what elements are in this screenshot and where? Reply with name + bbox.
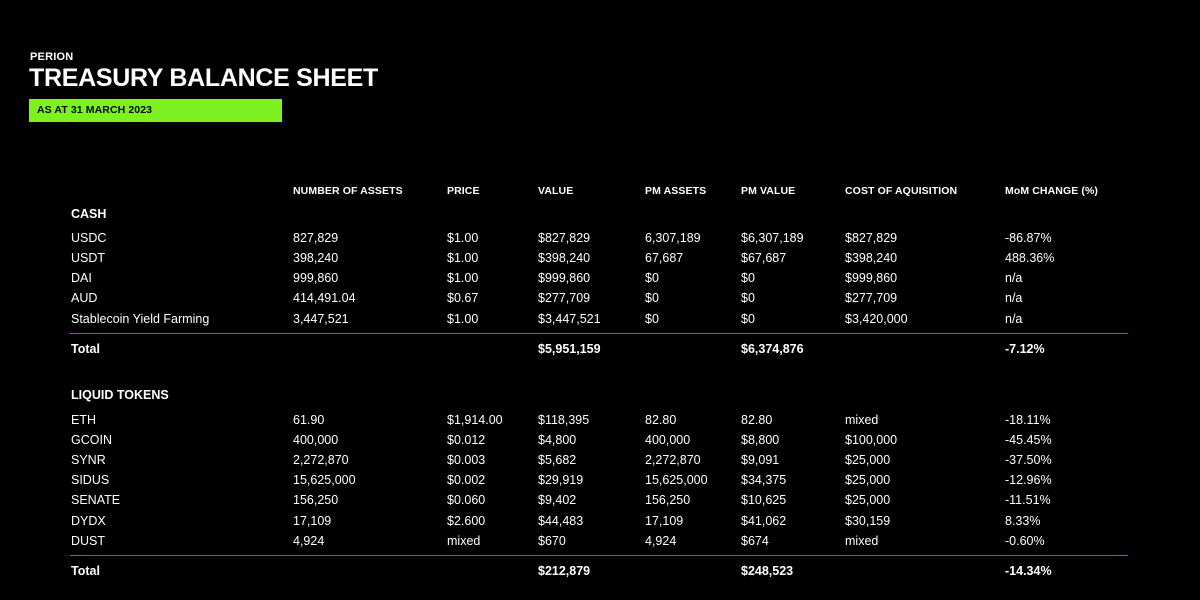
mom-change: -12.96% [1005,473,1052,487]
number-of-assets: 2,272,870 [293,453,349,467]
column-header-price: PRICE [447,185,480,197]
pm-assets: 67,687 [645,251,684,265]
asset-name: Stablecoin Yield Farming [71,312,210,326]
mom-change: 488.36% [1005,251,1055,265]
total-mom-change: -7.12% [1005,342,1045,356]
table-row [0,288,1200,308]
total-value: $212,879 [538,564,591,578]
number-of-assets: 827,829 [293,231,339,245]
mom-change: -86.87% [1005,231,1052,245]
column-header-pm-value: PM VALUE [741,185,796,197]
table-row [0,228,1200,248]
pm-assets: 15,625,000 [645,473,708,487]
asset-name: AUD [71,291,98,305]
cost-of-acquisition: $100,000 [845,433,898,447]
asset-name: GCOIN [71,433,112,447]
asset-name: DYDX [71,514,106,528]
value: $9,402 [538,493,577,507]
pm-assets: 2,272,870 [645,453,701,467]
table-row [0,309,1200,329]
asset-name: USDT [71,251,106,265]
price: $1.00 [447,231,479,245]
table-row [0,430,1200,450]
mom-change: -37.50% [1005,453,1052,467]
pm-value: $674 [741,534,769,548]
table-row [0,450,1200,470]
value: $118,395 [538,413,590,427]
total-pm-value: $6,374,876 [741,342,804,356]
number-of-assets: 4,924 [293,534,325,548]
number-of-assets: 61.90 [293,413,325,427]
asset-name: DAI [71,271,92,285]
pm-value: $0 [741,271,755,285]
pm-assets: 17,109 [645,514,684,528]
pm-assets: 4,924 [645,534,677,548]
brand-label: PERION [30,51,74,63]
number-of-assets: 17,109 [293,514,332,528]
pm-assets: $0 [645,271,659,285]
asset-name: ETH [71,413,96,427]
asset-name: SENATE [71,493,121,507]
pm-value: 82.80 [741,413,773,427]
mom-change: -45.45% [1005,433,1052,447]
table-row [0,410,1200,430]
total-label: Total [71,342,100,356]
pm-value: $8,800 [741,433,780,447]
total-row [0,339,1200,359]
cost-of-acquisition: $25,000 [845,473,891,487]
pm-value: $41,062 [741,514,787,528]
number-of-assets: 398,240 [293,251,339,265]
mom-change: -18.11% [1005,413,1051,427]
divider [70,555,1128,556]
pm-value: $9,091 [741,453,780,467]
price: $1.00 [447,312,479,326]
pm-assets: 156,250 [645,493,691,507]
number-of-assets: 3,447,521 [293,312,349,326]
column-header-cost-of-acquisition: COST OF AQUISITION [845,185,958,197]
pm-value: $0 [741,312,755,326]
cost-of-acquisition: $277,709 [845,291,898,305]
pm-assets: 6,307,189 [645,231,701,245]
table-row [0,531,1200,551]
number-of-assets: 414,491.04 [293,291,356,305]
table-row [0,511,1200,531]
cost-of-acquisition: $3,420,000 [845,312,908,326]
price: $1.00 [447,251,479,265]
pm-assets: 400,000 [645,433,691,447]
page-title: TREASURY BALANCE SHEET [29,64,378,92]
value: $277,709 [538,291,591,305]
value: $5,682 [538,453,577,467]
price: $0.002 [447,473,486,487]
number-of-assets: 156,250 [293,493,339,507]
column-header-pm-assets: PM ASSETS [645,185,707,197]
cost-of-acquisition: $25,000 [845,493,891,507]
cost-of-acquisition: $999,860 [845,271,898,285]
table-row [0,490,1200,510]
mom-change: n/a [1005,291,1023,305]
cost-of-acquisition: $398,240 [845,251,898,265]
price: $0.003 [447,453,486,467]
value: $398,240 [538,251,591,265]
section-title-liquid-tokens: LIQUID TOKENS [71,388,169,402]
total-mom-change: -14.34% [1005,564,1052,578]
price: $1.00 [447,271,479,285]
column-header-number-of-assets: NUMBER OF ASSETS [293,185,403,197]
value: $827,829 [538,231,591,245]
cost-of-acquisition: $827,829 [845,231,898,245]
cost-of-acquisition: mixed [845,413,879,427]
section-title-cash: CASH [71,207,107,221]
date-badge: AS AT 31 MARCH 2023 [29,99,282,122]
asset-name: SYNR [71,453,106,467]
mom-change: n/a [1005,271,1023,285]
pm-value: $10,625 [741,493,787,507]
pm-value: $67,687 [741,251,787,265]
value: $4,800 [538,433,577,447]
price: $1,914.00 [447,413,503,427]
mom-change: -11.51% [1005,493,1051,507]
divider [70,333,1128,334]
table-row [0,470,1200,490]
value: $44,483 [538,514,584,528]
pm-value: $34,375 [741,473,787,487]
price: $0.012 [447,433,486,447]
cost-of-acquisition: $30,159 [845,514,891,528]
cost-of-acquisition: $25,000 [845,453,891,467]
price: $0.060 [447,493,486,507]
table-row [0,248,1200,268]
price: $2.600 [447,514,486,528]
column-header-mom-change: MoM CHANGE (%) [1005,185,1098,197]
cost-of-acquisition: mixed [845,534,879,548]
asset-name: SIDUS [71,473,110,487]
mom-change: -0.60% [1005,534,1045,548]
pm-assets: 82.80 [645,413,677,427]
pm-assets: $0 [645,291,659,305]
value: $29,919 [538,473,584,487]
price: mixed [447,534,481,548]
price: $0.67 [447,291,479,305]
pm-value: $0 [741,291,755,305]
number-of-assets: 400,000 [293,433,339,447]
asset-name: DUST [71,534,106,548]
value: $670 [538,534,566,548]
pm-assets: $0 [645,312,659,326]
pm-value: $6,307,189 [741,231,804,245]
total-pm-value: $248,523 [741,564,794,578]
number-of-assets: 15,625,000 [293,473,356,487]
value: $999,860 [538,271,591,285]
total-value: $5,951,159 [538,342,601,356]
total-row [0,561,1200,581]
total-label: Total [71,564,100,578]
value: $3,447,521 [538,312,601,326]
mom-change: 8.33% [1005,514,1041,528]
number-of-assets: 999,860 [293,271,339,285]
table-row [0,268,1200,288]
mom-change: n/a [1005,312,1023,326]
column-header-value: VALUE [538,185,574,197]
asset-name: USDC [71,231,107,245]
